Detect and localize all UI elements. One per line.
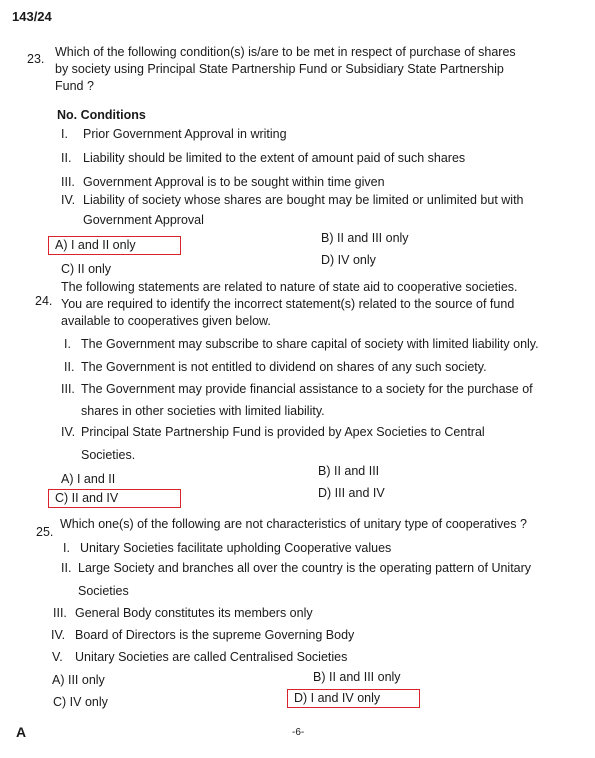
statement-item-continuation: Societies. [81,448,136,462]
condition-item-continuation: Government Approval [83,213,204,227]
option-d[interactable]: D) IV only [321,253,376,267]
option-a[interactable]: A) I and II [61,472,116,486]
option-d[interactable]: D) III and IV [318,486,385,500]
statement-item: I. The Government may subscribe to share capital of society with limited liability only. [64,337,539,351]
question-number: 23. [27,52,45,66]
conditions-header: No. Conditions [57,108,146,122]
question-stem: The following statements are related to nature of state aid to cooperative societies. You are required to identify the incorrect statement(s) related to the source of fund available to cooperatives given below. [61,280,518,328]
booklet-series: A [16,724,27,740]
characteristic-item: IV. Board of Directors is the supreme Governing Body [51,628,355,642]
characteristic-item: II. Large Society and branches all over the country is the operating pattern of Unitary [61,561,532,575]
option-d-marked[interactable]: D) I and IV only [287,689,420,708]
option-c[interactable]: C) II only [61,262,112,276]
question-stem: Which of the following condition(s) is/are to be met in respect of purchase of shares by society using Principal State Partnership Fund or Subsidiary State Partnership Fund ? [55,45,516,93]
condition-item: III. Government Approval is to be sought within time given [61,175,385,189]
option-c-marked[interactable]: C) II and IV [48,489,181,508]
condition-item: II. Liability should be limited to the extent of amount paid of such shares [61,151,466,165]
question-stem: Which one(s) of the following are not characteristics of unitary type of cooperatives ? [60,517,527,531]
statement-item: IV. Principal State Partnership Fund is provided by Apex Societies to Central [61,425,485,439]
statement-item-continuation: shares in other societies with limited liability. [81,404,325,418]
statement-item: II. The Government is not entitled to dividend on shares of any such society. [64,360,487,374]
option-b[interactable]: B) II and III only [313,670,401,684]
characteristic-item: III. General Body constitutes its members only [53,606,313,620]
characteristic-item: V. Unitary Societies are called Centralised Societies [52,650,348,664]
condition-item: I. Prior Government Approval in writing [61,127,287,141]
option-a-marked[interactable]: A) I and II only [48,236,181,255]
statement-item: III. The Government may provide financial assistance to a society for the purchase of [61,382,533,396]
question-number: 25. [36,525,54,539]
option-a[interactable]: A) III only [52,673,105,687]
paper-code: 143/24 [12,9,52,24]
page-number: -6- [292,727,305,738]
question-number: 24. [35,294,53,308]
characteristic-item-continuation: Societies [78,584,129,598]
option-b[interactable]: B) II and III [318,464,380,478]
characteristic-item: I. Unitary Societies facilitate upholding Cooperative values [63,541,392,555]
condition-item: IV. Liability of society whose shares are bought may be limited or unlimited but with [61,193,524,207]
option-b[interactable]: B) II and III only [321,231,409,245]
option-c[interactable]: C) IV only [53,695,108,709]
